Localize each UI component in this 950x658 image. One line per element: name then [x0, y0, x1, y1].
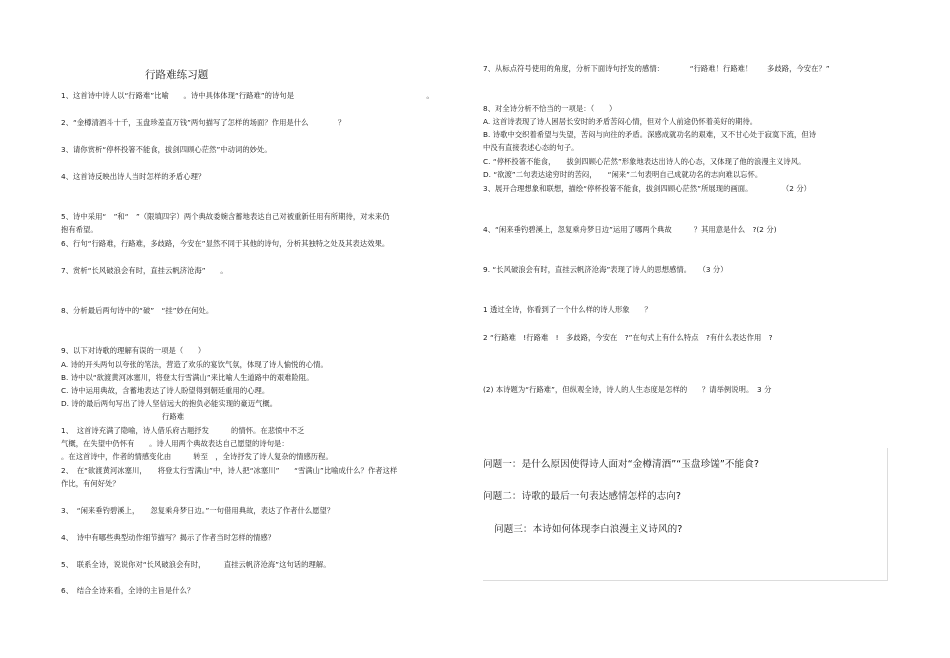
- question-line: 抱有希望。: [61, 225, 98, 234]
- question-line: 9. “长风破浪会有时，直挂云帆济沧海”表现了诗人的思想感情。 （3 分）: [483, 265, 728, 274]
- question-line: (2) 本诗题为“行路难”，但纵观全诗，诗人的人生态度是怎样的 ？请举例说明。 3 分: [483, 385, 772, 394]
- question-line: 1、 这首诗充满了隐喻，诗人借乐府古题抒发 的情怀。在悲愤中不乏: [61, 426, 305, 435]
- question-line: 6、行句“行路难，行路难，多歧路，今安在”显然不同于其他的诗句，分析其独特之处及其表达效果。: [61, 239, 390, 248]
- option-line: A. 诗的开头两句以夸张的笔法，营造了欢乐的宴饮气氛，体现了诗人愉悦的心情。: [61, 360, 328, 369]
- option-line: D. “欲渡”二句表达途穷时的苦闷， “闲来”二句表明自己成就功名的志向难以忘怀。: [483, 170, 763, 179]
- question-line: 1、这首诗中诗人以“行路难”比喻 。诗中具体体现“行路难”的诗句是 。: [61, 91, 434, 100]
- question-line: 6、 结合全诗来看，全诗的主旨是什么？: [61, 586, 195, 595]
- question-line: 。在这首诗中，作者的情感变化由 转至 ，全诗抒发了诗人复杂的情感历程。: [61, 452, 333, 461]
- question-line: 4、“闲来垂钓碧溪上，忽复乘舟梦日边”运用了哪两个典故 ？其用意是什么 ?(2 分): [483, 225, 777, 234]
- discussion-question: 问题三：本诗如何体现李白浪漫主义诗风的?: [494, 524, 683, 535]
- option-line: B. 诗中以“欲渡黄河冰塞川，将登太行雪满山”来比喻人生道路中的艰难险阻。: [61, 373, 314, 382]
- discussion-question: 问题一：是什么原因使得诗人面对“金樽清酒”“玉盘珍馐”不能食?: [483, 459, 759, 470]
- discussion-question: 问题二：诗歌的最后一句表达感情怎样的志向?: [483, 491, 682, 502]
- question-line: 7、赏析“长风破浪会有时，直挂云帆济沧海” 。: [61, 266, 228, 275]
- question-line: 9、以下对诗歌的理解有误的一项是（ ）: [61, 346, 206, 355]
- page-title: 行路难练习题: [145, 69, 209, 81]
- option-line: C. “停杯投箸不能食， 拔剑四顾心茫然”形象地表达出诗人的心态，又体现了他的浪漫主义诗风。: [483, 157, 806, 166]
- option-line: 中没有直接表述心态的句子。: [483, 143, 579, 152]
- question-line: 1 透过全诗，你看到了一个什么样的诗人形象 ？: [483, 305, 652, 314]
- option-line: A. 这首诗表现了诗人困居长安时的矛盾苦闷心情，但对个人前途仍怀着美好的期待。: [483, 117, 758, 126]
- question-line: 8、对全诗分析不恰当的一项是：（ ）: [483, 104, 617, 113]
- question-line: 8、分析最后两句诗中的“破” “挂”妙在何处。: [61, 306, 214, 315]
- question-line: 7、从标点符号使用的角度，分析下面诗句抒发的感情： “行路难！行路难！ 多歧路，今安在？”: [483, 64, 830, 73]
- question-line: 3、展开合理想象和联想，描绘“停杯投箸不能食，拔剑四顾心茫然”所展现的画面。 （2 分）: [483, 184, 812, 193]
- question-line: 3、请你赏析“停杯投箸不能食，拔剑四顾心茫然”中动词的妙处。: [61, 145, 272, 154]
- question-line: 2、“金樽清酒斗十千，玉盘珍羞直万钱”两句描写了怎样的场面？作用是什么 ？: [61, 118, 346, 127]
- question-line: 5、诗中采用“ ”和“ ”（限填四字）两个典故委婉含蓄地表达自己对被重新任用有所期待，对未来仍: [61, 212, 390, 221]
- section-heading: 行路难: [162, 412, 185, 421]
- question-line: 作比，有何好处？: [61, 479, 120, 488]
- option-line: C. 诗中运用典故，含蓄地表达了诗人盼望得到朝廷重用的心理。: [61, 386, 270, 395]
- option-line: B. 诗歌中交织着希望与失望，苦闷与向往的矛盾。深感成就功名的艰难，又不甘心处于寂寞下流，但诗: [483, 130, 817, 139]
- question-line: 2、 在“欲渡黄河冰塞川， 将登太行雪满山”中，诗人把“冰塞川” “雪满山”比喻成什么？作者这样: [61, 466, 398, 475]
- option-line: D. 诗的最后两句写出了诗人坚信远大的抱负必能实现的豪迈气概。: [61, 399, 278, 408]
- question-line: 气概，在失望中仍怀有 。诗人用两个典故表达自己愿望的诗句是：: [61, 439, 289, 448]
- question-line: 3、 “闲来垂钓碧溪上， 忽复乘舟梦日边。”一句借用典故，表达了作者什么愿望？: [61, 506, 335, 515]
- question-line: 4、这首诗反映出诗人当时怎样的矛盾心理？: [61, 172, 206, 181]
- question-line: 5、 联系全诗，说说你对“长风破浪会有时， 直挂云帆济沧海”这句话的理解。: [61, 560, 331, 569]
- question-line: 2 “行路难 !行路难 ! 多歧路，今安在 ?”在句式上有什么特点 ?有什么表达作用 ?: [483, 333, 773, 342]
- question-line: 4、 诗中有哪些典型动作细节描写？揭示了作者当时怎样的情感？: [61, 533, 276, 542]
